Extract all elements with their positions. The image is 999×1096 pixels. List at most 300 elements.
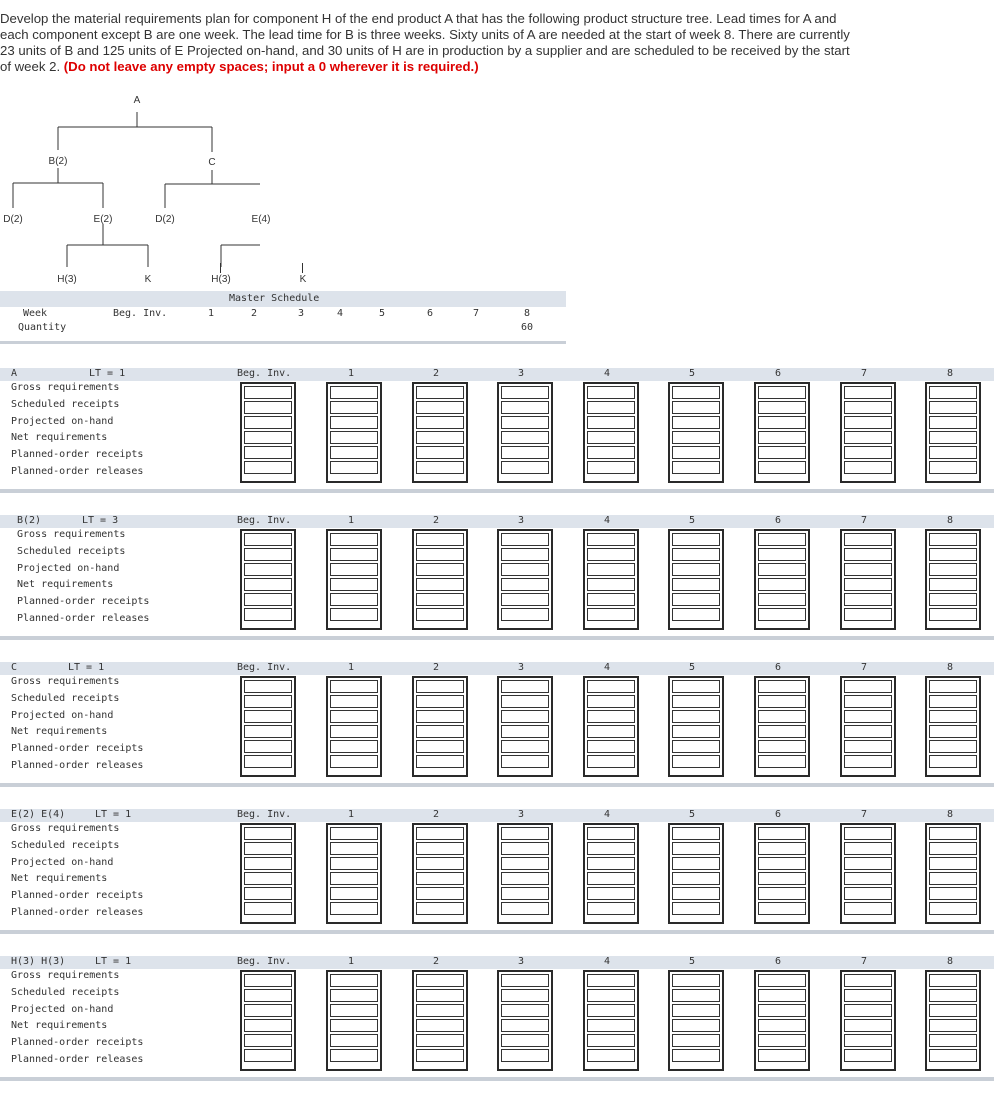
mrp-cell-gross[interactable] bbox=[501, 974, 549, 987]
mrp-cell-sched[interactable] bbox=[844, 401, 892, 414]
mrp-cell-sched[interactable] bbox=[929, 842, 977, 855]
mrp-cell-net[interactable] bbox=[501, 725, 549, 738]
mrp-cell-porl[interactable] bbox=[758, 902, 806, 915]
mrp-cell-net[interactable] bbox=[672, 431, 720, 444]
mrp-cell-net[interactable] bbox=[416, 1019, 464, 1032]
mrp-cell-porl[interactable] bbox=[416, 902, 464, 915]
mrp-cell-net[interactable] bbox=[672, 725, 720, 738]
mrp-cell-sched[interactable] bbox=[330, 842, 378, 855]
mrp-cell-por[interactable] bbox=[587, 1034, 635, 1047]
mrp-cell-sched[interactable] bbox=[330, 401, 378, 414]
mrp-cell-net[interactable] bbox=[501, 578, 549, 591]
mrp-cell-gross[interactable] bbox=[758, 533, 806, 546]
mrp-cell-porl[interactable] bbox=[587, 1049, 635, 1062]
mrp-cell-sched[interactable] bbox=[587, 989, 635, 1002]
mrp-cell-por[interactable] bbox=[416, 446, 464, 459]
mrp-cell-gross[interactable] bbox=[330, 386, 378, 399]
mrp-cell-porl[interactable] bbox=[244, 1049, 292, 1062]
mrp-cell-net[interactable] bbox=[929, 431, 977, 444]
mrp-cell-proj[interactable] bbox=[244, 1004, 292, 1017]
mrp-cell-gross[interactable] bbox=[929, 827, 977, 840]
mrp-column-week-5 bbox=[668, 529, 724, 630]
mrp-cell-por[interactable] bbox=[929, 446, 977, 459]
mrp-cell-proj[interactable] bbox=[330, 857, 378, 870]
mrp-cell-proj[interactable] bbox=[244, 563, 292, 576]
mrp-cell-por[interactable] bbox=[330, 1034, 378, 1047]
mrp-cell-proj[interactable] bbox=[501, 1004, 549, 1017]
mrp-cell-proj[interactable] bbox=[929, 1004, 977, 1017]
mrp-cell-proj[interactable] bbox=[416, 416, 464, 429]
mrp-cell-sched[interactable] bbox=[929, 401, 977, 414]
mrp-cell-sched[interactable] bbox=[844, 695, 892, 708]
mrp-cell-por[interactable] bbox=[929, 1034, 977, 1047]
mrp-cell-gross[interactable] bbox=[672, 680, 720, 693]
mrp-cell-porl[interactable] bbox=[844, 755, 892, 768]
mrp-cell-gross[interactable] bbox=[929, 533, 977, 546]
mrp-beg-inv-header: Beg. Inv. bbox=[237, 662, 292, 673]
mrp-cell-net[interactable] bbox=[244, 725, 292, 738]
mrp-cell-sched[interactable] bbox=[330, 695, 378, 708]
mrp-cell-porl[interactable] bbox=[244, 461, 292, 474]
mrp-cell-proj[interactable] bbox=[844, 1004, 892, 1017]
mrp-cell-net[interactable] bbox=[416, 578, 464, 591]
mrp-cell-gross[interactable] bbox=[244, 386, 292, 399]
mrp-cell-proj[interactable] bbox=[501, 416, 549, 429]
mrp-cell-gross[interactable] bbox=[672, 827, 720, 840]
mrp-week-header-1: 1 bbox=[347, 662, 355, 673]
mrp-cell-net[interactable] bbox=[501, 431, 549, 444]
mrp-cell-por[interactable] bbox=[844, 446, 892, 459]
mrp-cell-sched[interactable] bbox=[672, 548, 720, 561]
mrp-cell-proj[interactable] bbox=[672, 857, 720, 870]
mrp-cell-por[interactable] bbox=[244, 887, 292, 900]
mrp-column-week-4 bbox=[583, 676, 639, 777]
mrp-cell-por[interactable] bbox=[330, 887, 378, 900]
mrp-cell-por[interactable] bbox=[416, 593, 464, 606]
mrp-cell-por[interactable] bbox=[672, 740, 720, 753]
mrp-row-label: Planned-order releases bbox=[11, 466, 144, 477]
mrp-cell-porl[interactable] bbox=[587, 461, 635, 474]
tree-node-d-left: D(2) bbox=[3, 214, 23, 225]
mrp-cell-sched[interactable] bbox=[758, 695, 806, 708]
mrp-cell-proj[interactable] bbox=[587, 563, 635, 576]
mrp-cell-net[interactable] bbox=[501, 1019, 549, 1032]
mrp-cell-proj[interactable] bbox=[587, 1004, 635, 1017]
mrp-cell-proj[interactable] bbox=[844, 710, 892, 723]
mrp-cell-porl[interactable] bbox=[844, 461, 892, 474]
mrp-cell-sched[interactable] bbox=[587, 401, 635, 414]
mrp-cell-por[interactable] bbox=[501, 887, 549, 900]
mrp-cell-porl[interactable] bbox=[758, 461, 806, 474]
mrp-cell-proj[interactable] bbox=[844, 416, 892, 429]
mrp-cell-proj[interactable] bbox=[244, 710, 292, 723]
mrp-cell-proj[interactable] bbox=[672, 563, 720, 576]
mrp-week-header-4: 4 bbox=[603, 515, 611, 526]
mrp-column-week-2 bbox=[412, 970, 468, 1071]
mrp-cell-porl[interactable] bbox=[330, 461, 378, 474]
mrp-cell-proj[interactable] bbox=[672, 710, 720, 723]
mrp-cell-porl[interactable] bbox=[929, 1049, 977, 1062]
mrp-row-label: Scheduled receipts bbox=[11, 839, 120, 851]
mrp-cell-net[interactable] bbox=[758, 872, 806, 885]
mrp-cell-porl[interactable] bbox=[587, 902, 635, 915]
mrp-cell-sched[interactable] bbox=[244, 548, 292, 561]
mrp-cell-net[interactable] bbox=[416, 872, 464, 885]
mrp-cell-por[interactable] bbox=[758, 1034, 806, 1047]
mrp-cell-proj[interactable] bbox=[330, 563, 378, 576]
mrp-cell-net[interactable] bbox=[244, 872, 292, 885]
mrp-column-week-5 bbox=[668, 676, 724, 777]
mrp-cell-net[interactable] bbox=[844, 872, 892, 885]
tree-node-k-under-e2: K bbox=[144, 274, 152, 285]
mrp-cell-net[interactable] bbox=[501, 872, 549, 885]
mrp-cell-por[interactable] bbox=[758, 446, 806, 459]
mrp-cell-sched[interactable] bbox=[244, 401, 292, 414]
mrp-cell-gross[interactable] bbox=[844, 827, 892, 840]
mrp-cell-por[interactable] bbox=[244, 740, 292, 753]
mrp-cell-net[interactable] bbox=[672, 1019, 720, 1032]
mrp-cell-por[interactable] bbox=[501, 1034, 549, 1047]
mrp-column-beg-inv bbox=[240, 529, 296, 630]
mrp-cell-net[interactable] bbox=[416, 431, 464, 444]
mrp-cell-porl[interactable] bbox=[844, 1049, 892, 1062]
mrp-cell-sched[interactable] bbox=[929, 695, 977, 708]
mrp-cell-sched[interactable] bbox=[244, 842, 292, 855]
mrp-cell-proj[interactable] bbox=[587, 857, 635, 870]
mrp-cell-proj[interactable] bbox=[758, 563, 806, 576]
mrp-cell-sched[interactable] bbox=[844, 548, 892, 561]
mrp-cell-por[interactable] bbox=[244, 593, 292, 606]
mrp-cell-por[interactable] bbox=[330, 446, 378, 459]
mrp-cell-porl[interactable] bbox=[501, 755, 549, 768]
mrp-cell-por[interactable] bbox=[501, 593, 549, 606]
mrp-cell-net[interactable] bbox=[587, 578, 635, 591]
mrp-cell-gross[interactable] bbox=[244, 827, 292, 840]
mrp-cell-proj[interactable] bbox=[672, 1004, 720, 1017]
mrp-cell-porl[interactable] bbox=[501, 902, 549, 915]
mrp-cell-sched[interactable] bbox=[758, 401, 806, 414]
mrp-cell-por[interactable] bbox=[587, 446, 635, 459]
mrp-cell-net[interactable] bbox=[587, 431, 635, 444]
mrp-cell-porl[interactable] bbox=[330, 902, 378, 915]
mrp-week-header-5: 5 bbox=[688, 956, 696, 967]
mrp-cell-net[interactable] bbox=[330, 872, 378, 885]
mrp-cell-por[interactable] bbox=[844, 740, 892, 753]
mrp-cell-gross[interactable] bbox=[758, 386, 806, 399]
mrp-cell-proj[interactable] bbox=[330, 1004, 378, 1017]
mrp-cell-por[interactable] bbox=[844, 1034, 892, 1047]
mrp-cell-proj[interactable] bbox=[501, 857, 549, 870]
mrp-cell-sched[interactable] bbox=[587, 842, 635, 855]
mrp-cell-sched[interactable] bbox=[416, 695, 464, 708]
mrp-cell-sched[interactable] bbox=[672, 989, 720, 1002]
mrp-cell-gross[interactable] bbox=[844, 533, 892, 546]
mrp-cell-sched[interactable] bbox=[501, 401, 549, 414]
question-body: Develop the material requirements plan for component H of the end product A that has the following product structure tree. Lead times for A and each component except B are one week. The lead time for B is three weeks. Sixty units of A are needed at the start of week 8. There are currently 23 units of B and 125 units of E Projected on-hand, and 30 units of H are in production by a supplier and are scheduled to be received by the start of week 2. bbox=[0, 11, 850, 74]
mrp-cell-por[interactable] bbox=[244, 1034, 292, 1047]
mrp-cell-net[interactable] bbox=[244, 578, 292, 591]
mrp-cell-porl[interactable] bbox=[416, 461, 464, 474]
mrp-cell-porl[interactable] bbox=[758, 608, 806, 621]
mrp-column-week-3 bbox=[497, 382, 553, 483]
mrp-column-week-1 bbox=[326, 529, 382, 630]
mrp-cell-por[interactable] bbox=[844, 887, 892, 900]
mrp-cell-gross[interactable] bbox=[844, 680, 892, 693]
mrp-cell-gross[interactable] bbox=[330, 533, 378, 546]
mrp-header-band bbox=[0, 515, 994, 528]
mrp-cell-proj[interactable] bbox=[929, 563, 977, 576]
mrp-cell-sched[interactable] bbox=[501, 842, 549, 855]
mrp-cell-net[interactable] bbox=[844, 578, 892, 591]
mrp-cell-proj[interactable] bbox=[244, 857, 292, 870]
mrp-cell-gross[interactable] bbox=[758, 680, 806, 693]
mrp-cell-proj[interactable] bbox=[758, 1004, 806, 1017]
mrp-cell-net[interactable] bbox=[587, 725, 635, 738]
mrp-cell-proj[interactable] bbox=[844, 857, 892, 870]
mrp-cell-porl[interactable] bbox=[416, 1049, 464, 1062]
mrp-cell-sched[interactable] bbox=[929, 989, 977, 1002]
mrp-cell-por[interactable] bbox=[587, 593, 635, 606]
mrp-cell-net[interactable] bbox=[929, 1019, 977, 1032]
mrp-cell-gross[interactable] bbox=[929, 974, 977, 987]
mrp-cell-gross[interactable] bbox=[416, 680, 464, 693]
mrp-cell-net[interactable] bbox=[929, 872, 977, 885]
mrp-cell-gross[interactable] bbox=[844, 386, 892, 399]
mrp-cell-sched[interactable] bbox=[416, 989, 464, 1002]
mrp-cell-por[interactable] bbox=[758, 887, 806, 900]
mrp-cell-gross[interactable] bbox=[758, 974, 806, 987]
mrp-cell-sched[interactable] bbox=[416, 548, 464, 561]
mrp-cell-por[interactable] bbox=[416, 1034, 464, 1047]
mrp-cell-porl[interactable] bbox=[501, 608, 549, 621]
mrp-cell-sched[interactable] bbox=[758, 842, 806, 855]
mrp-cell-porl[interactable] bbox=[929, 461, 977, 474]
mrp-cell-sched[interactable] bbox=[929, 548, 977, 561]
mrp-cell-gross[interactable] bbox=[416, 386, 464, 399]
mrp-cell-proj[interactable] bbox=[929, 857, 977, 870]
mrp-cell-gross[interactable] bbox=[244, 974, 292, 987]
mrp-cell-proj[interactable] bbox=[501, 563, 549, 576]
mrp-cell-por[interactable] bbox=[672, 593, 720, 606]
mrp-cell-gross[interactable] bbox=[330, 827, 378, 840]
mrp-cell-net[interactable] bbox=[587, 872, 635, 885]
mrp-cell-porl[interactable] bbox=[416, 608, 464, 621]
mrp-cell-sched[interactable] bbox=[501, 989, 549, 1002]
tree-node-a: A bbox=[133, 95, 141, 106]
mrp-cell-net[interactable] bbox=[672, 872, 720, 885]
mrp-week-header-2: 2 bbox=[432, 662, 440, 673]
mrp-cell-porl[interactable] bbox=[844, 608, 892, 621]
mrp-cell-sched[interactable] bbox=[330, 548, 378, 561]
mrp-cell-por[interactable] bbox=[672, 887, 720, 900]
mrp-cell-net[interactable] bbox=[844, 1019, 892, 1032]
mrp-cell-gross[interactable] bbox=[501, 680, 549, 693]
mrp-cell-proj[interactable] bbox=[758, 710, 806, 723]
mrp-cell-net[interactable] bbox=[330, 725, 378, 738]
mrp-cell-porl[interactable] bbox=[672, 461, 720, 474]
mrp-cell-gross[interactable] bbox=[672, 974, 720, 987]
mrp-cell-gross[interactable] bbox=[244, 533, 292, 546]
mrp-cell-porl[interactable] bbox=[587, 608, 635, 621]
mrp-cell-net[interactable] bbox=[330, 431, 378, 444]
mrp-section-divider bbox=[0, 1077, 994, 1081]
mrp-cell-gross[interactable] bbox=[330, 974, 378, 987]
mrp-cell-gross[interactable] bbox=[672, 533, 720, 546]
mrp-cell-porl[interactable] bbox=[330, 608, 378, 621]
mrp-cell-proj[interactable] bbox=[416, 563, 464, 576]
mrp-cell-por[interactable] bbox=[844, 593, 892, 606]
mrp-cell-gross[interactable] bbox=[844, 974, 892, 987]
mrp-cell-por[interactable] bbox=[672, 446, 720, 459]
mrp-cell-por[interactable] bbox=[929, 740, 977, 753]
mrp-row-label: Net requirements bbox=[17, 579, 114, 591]
mrp-cell-sched[interactable] bbox=[844, 842, 892, 855]
mrp-item-label: C bbox=[11, 662, 18, 673]
mrp-cell-proj[interactable] bbox=[416, 710, 464, 723]
mrp-cell-sched[interactable] bbox=[758, 548, 806, 561]
mrp-cell-gross[interactable] bbox=[416, 827, 464, 840]
mrp-cell-porl[interactable] bbox=[844, 902, 892, 915]
mrp-cell-proj[interactable] bbox=[416, 857, 464, 870]
mrp-cell-porl[interactable] bbox=[672, 902, 720, 915]
mrp-cell-net[interactable] bbox=[244, 431, 292, 444]
mrp-cell-gross[interactable] bbox=[587, 533, 635, 546]
mrp-cell-sched[interactable] bbox=[416, 401, 464, 414]
mrp-cell-proj[interactable] bbox=[929, 710, 977, 723]
mrp-cell-gross[interactable] bbox=[587, 974, 635, 987]
mrp-cell-sched[interactable] bbox=[587, 695, 635, 708]
mrp-cell-sched[interactable] bbox=[587, 548, 635, 561]
mrp-cell-gross[interactable] bbox=[244, 680, 292, 693]
mrp-cell-por[interactable] bbox=[672, 1034, 720, 1047]
mrp-cell-sched[interactable] bbox=[672, 401, 720, 414]
mrp-cell-por[interactable] bbox=[416, 740, 464, 753]
mrp-cell-porl[interactable] bbox=[330, 1049, 378, 1062]
mrp-cell-gross[interactable] bbox=[929, 680, 977, 693]
mrp-cell-porl[interactable] bbox=[416, 755, 464, 768]
mrp-cell-porl[interactable] bbox=[672, 1049, 720, 1062]
mrp-cell-net[interactable] bbox=[330, 1019, 378, 1032]
mrp-cell-por[interactable] bbox=[929, 887, 977, 900]
mrp-cell-proj[interactable] bbox=[758, 857, 806, 870]
mrp-cell-por[interactable] bbox=[330, 740, 378, 753]
mrp-cell-por[interactable] bbox=[416, 887, 464, 900]
mrp-week-header-5: 5 bbox=[688, 662, 696, 673]
mrp-cell-net[interactable] bbox=[672, 578, 720, 591]
mrp-cell-proj[interactable] bbox=[330, 710, 378, 723]
mrp-cell-por[interactable] bbox=[501, 740, 549, 753]
mrp-cell-net[interactable] bbox=[844, 725, 892, 738]
mrp-cell-sched[interactable] bbox=[330, 989, 378, 1002]
mrp-cell-porl[interactable] bbox=[244, 608, 292, 621]
mrp-cell-proj[interactable] bbox=[501, 710, 549, 723]
mrp-cell-porl[interactable] bbox=[330, 755, 378, 768]
mrp-cell-porl[interactable] bbox=[929, 608, 977, 621]
mrp-cell-proj[interactable] bbox=[244, 416, 292, 429]
mrp-cell-por[interactable] bbox=[758, 593, 806, 606]
mrp-cell-porl[interactable] bbox=[929, 755, 977, 768]
mrp-cell-gross[interactable] bbox=[501, 386, 549, 399]
mrp-cell-porl[interactable] bbox=[501, 1049, 549, 1062]
mrp-cell-proj[interactable] bbox=[587, 710, 635, 723]
mrp-cell-sched[interactable] bbox=[501, 695, 549, 708]
mrp-week-header-1: 1 bbox=[347, 809, 355, 820]
mrp-cell-porl[interactable] bbox=[758, 755, 806, 768]
mrp-cell-gross[interactable] bbox=[672, 386, 720, 399]
mrp-cell-porl[interactable] bbox=[587, 755, 635, 768]
mrp-cell-net[interactable] bbox=[758, 1019, 806, 1032]
mrp-cell-gross[interactable] bbox=[501, 827, 549, 840]
mrp-cell-sched[interactable] bbox=[758, 989, 806, 1002]
mrp-cell-porl[interactable] bbox=[672, 608, 720, 621]
mrp-cell-porl[interactable] bbox=[929, 902, 977, 915]
mrp-cell-por[interactable] bbox=[929, 593, 977, 606]
mrp-cell-sched[interactable] bbox=[244, 989, 292, 1002]
mrp-week-header-8: 8 bbox=[946, 956, 954, 967]
mrp-cell-por[interactable] bbox=[244, 446, 292, 459]
mrp-cell-porl[interactable] bbox=[501, 461, 549, 474]
mrp-cell-gross[interactable] bbox=[416, 533, 464, 546]
mrp-cell-sched[interactable] bbox=[672, 695, 720, 708]
mrp-cell-sched[interactable] bbox=[672, 842, 720, 855]
mrp-cell-porl[interactable] bbox=[244, 902, 292, 915]
mrp-cell-sched[interactable] bbox=[244, 695, 292, 708]
master-schedule-week-1: 1 bbox=[207, 308, 215, 319]
mrp-cell-proj[interactable] bbox=[929, 416, 977, 429]
mrp-cell-gross[interactable] bbox=[587, 680, 635, 693]
mrp-cell-por[interactable] bbox=[758, 740, 806, 753]
mrp-cell-gross[interactable] bbox=[929, 386, 977, 399]
mrp-cell-net[interactable] bbox=[758, 578, 806, 591]
mrp-cell-gross[interactable] bbox=[587, 386, 635, 399]
mrp-cell-por[interactable] bbox=[587, 887, 635, 900]
mrp-cell-net[interactable] bbox=[844, 431, 892, 444]
mrp-cell-net[interactable] bbox=[758, 725, 806, 738]
mrp-cell-net[interactable] bbox=[244, 1019, 292, 1032]
master-schedule-week-8: 8 bbox=[523, 308, 531, 319]
mrp-cell-gross[interactable] bbox=[501, 533, 549, 546]
mrp-cell-proj[interactable] bbox=[844, 563, 892, 576]
mrp-cell-gross[interactable] bbox=[416, 974, 464, 987]
mrp-cell-net[interactable] bbox=[929, 578, 977, 591]
mrp-cell-sched[interactable] bbox=[416, 842, 464, 855]
mrp-cell-proj[interactable] bbox=[587, 416, 635, 429]
mrp-cell-net[interactable] bbox=[929, 725, 977, 738]
mrp-cell-porl[interactable] bbox=[672, 755, 720, 768]
mrp-cell-por[interactable] bbox=[501, 446, 549, 459]
mrp-cell-proj[interactable] bbox=[672, 416, 720, 429]
mrp-column-week-6 bbox=[754, 823, 810, 924]
mrp-cell-proj[interactable] bbox=[330, 416, 378, 429]
mrp-cell-net[interactable] bbox=[587, 1019, 635, 1032]
mrp-cell-sched[interactable] bbox=[501, 548, 549, 561]
mrp-cell-gross[interactable] bbox=[330, 680, 378, 693]
mrp-cell-porl[interactable] bbox=[758, 1049, 806, 1062]
mrp-cell-por[interactable] bbox=[587, 740, 635, 753]
mrp-row-label: Projected on-hand bbox=[11, 415, 114, 427]
mrp-cell-gross[interactable] bbox=[587, 827, 635, 840]
mrp-cell-net[interactable] bbox=[330, 578, 378, 591]
mrp-cell-proj[interactable] bbox=[416, 1004, 464, 1017]
mrp-cell-proj[interactable] bbox=[758, 416, 806, 429]
mrp-cell-porl[interactable] bbox=[244, 755, 292, 768]
mrp-column-week-7 bbox=[840, 823, 896, 924]
mrp-cell-net[interactable] bbox=[416, 725, 464, 738]
mrp-cell-gross[interactable] bbox=[758, 827, 806, 840]
mrp-cell-por[interactable] bbox=[330, 593, 378, 606]
mrp-cell-net[interactable] bbox=[758, 431, 806, 444]
mrp-cell-sched[interactable] bbox=[844, 989, 892, 1002]
